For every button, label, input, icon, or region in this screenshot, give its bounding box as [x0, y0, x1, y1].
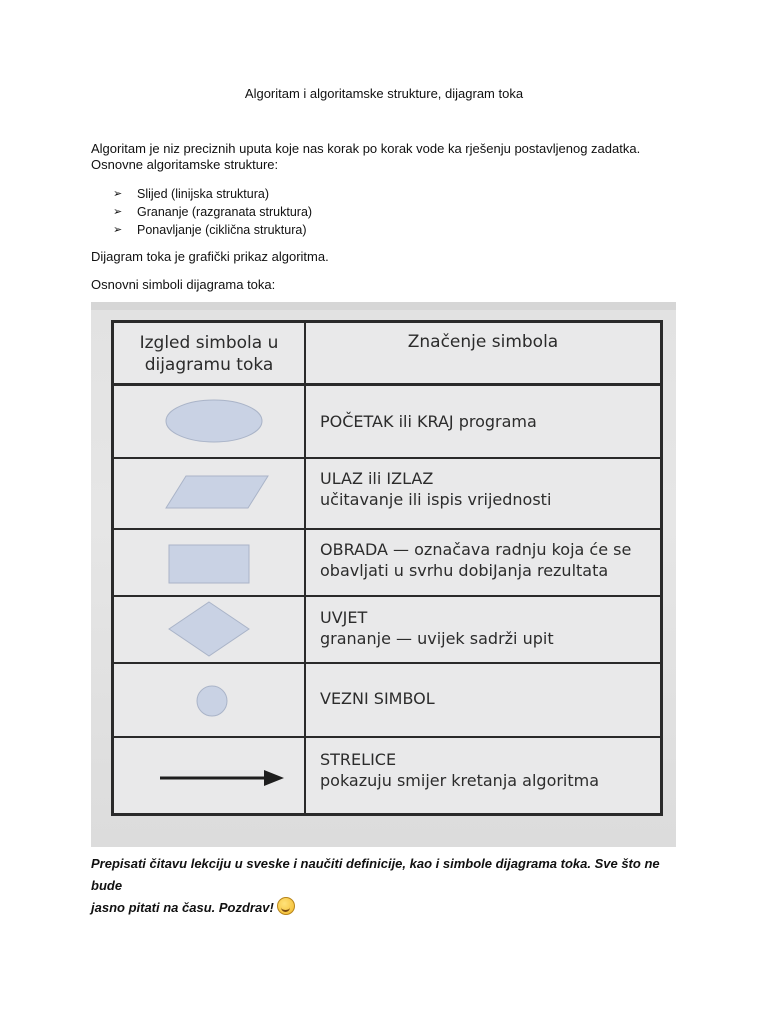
page-title: Algoritam i algoritamske strukture, dijagram toka — [244, 86, 524, 101]
arrow-symbol-icon — [158, 766, 288, 790]
header-symbol-meaning: Značenje simbola — [407, 332, 559, 352]
rectangle-symbol-icon — [168, 544, 250, 584]
symbols-heading: Osnovni simboli dijagrama toka: — [91, 277, 276, 292]
row-condition-text: UVJET grananje — uvijek sadrži upit — [320, 608, 554, 648]
parallelogram-symbol-icon — [164, 474, 270, 510]
intro-paragraph — [91, 141, 691, 173]
list-item: ➢ Grananje (razgranata struktura) — [113, 205, 313, 219]
symbols-table — [111, 320, 663, 816]
symbols-table-photo — [91, 302, 676, 847]
row-connector-text: VEZNI SIMBOL — [320, 689, 435, 708]
row-input-output-text: ULAZ ili IZLAZ učitavanje ili ispis vrijednosti — [320, 469, 552, 509]
structures-list — [113, 185, 312, 239]
row-start-end-text: POČETAK ili KRAJ programa — [320, 412, 537, 431]
oval-symbol-icon — [164, 398, 264, 444]
structures-heading: Osnovne algoritamske strukture: — [91, 157, 279, 172]
list-item: ➢ Slijed (linijska struktura) — [113, 187, 269, 201]
arrow-bullet-icon: ➢ — [113, 188, 123, 200]
row-arrows-text: STRELICE pokazuju smijer kretanja algoritma — [320, 750, 600, 790]
algorithm-definition: Algoritam je niz preciznih uputa koje nas korak po korak vode ka rješenju postavljenog zadatka. — [91, 141, 641, 156]
diamond-symbol-icon — [168, 601, 250, 657]
row-processing-text: OBRADA — označava radnju koja će se obavljati u svrhu dobiJanja rezultata — [320, 540, 632, 580]
header-symbol-look: Izgled simbola u dijagramu toka — [139, 333, 279, 375]
connector-circle-icon — [195, 684, 229, 718]
homework-note: Prepisati čitavu lekciju u sveske i naučiti definicije, kao i simbole dijagrama toka. Sve što ne bude jasno pitati na času. Pozdrav! — [91, 856, 660, 915]
arrow-bullet-icon: ➢ — [113, 224, 123, 236]
arrow-bullet-icon: ➢ — [113, 206, 123, 218]
diagram-definition: Dijagram toka je grafički prikaz algoritma. — [91, 249, 329, 264]
smiley-face-icon — [277, 897, 295, 915]
list-item: ➢ Ponavljanje (ciklična struktura) — [113, 223, 307, 237]
